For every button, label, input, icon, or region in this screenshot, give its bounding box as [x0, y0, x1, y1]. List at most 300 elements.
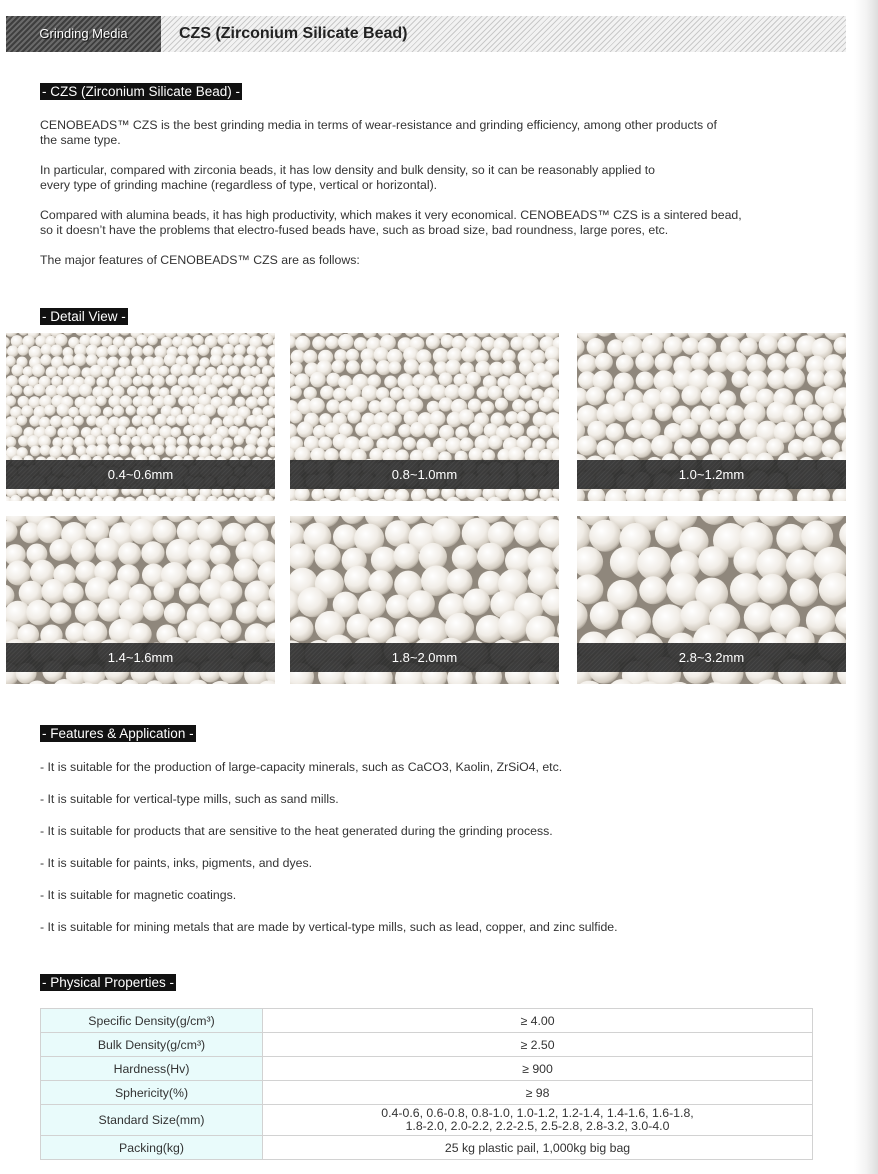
bead-shape — [127, 386, 138, 397]
bead-shape — [113, 405, 124, 416]
bead-image-tile[interactable] — [290, 333, 559, 501]
bead-shape — [126, 405, 136, 415]
bead-shape — [150, 386, 161, 397]
bead-shape — [73, 353, 86, 366]
bead-shape — [386, 595, 410, 619]
bead-shape — [398, 424, 411, 437]
bead-shape — [32, 364, 45, 377]
bead-shape — [98, 598, 121, 621]
bead-shape — [379, 397, 395, 413]
bead-shape — [461, 346, 477, 362]
bead-shape — [823, 403, 842, 422]
size-line: 0.4-0.6, 0.6-0.8, 0.8-1.0, 1.0-1.2, 1.2-1.4, 1.4-1.6, 1.6-1.8, — [381, 1106, 694, 1120]
bead-shape — [86, 354, 98, 366]
bead-shape — [522, 335, 538, 351]
bead-shape — [680, 419, 698, 437]
property-label: Sphericity(%) — [41, 1081, 263, 1105]
bead-shape — [346, 360, 360, 374]
bead-shape — [179, 583, 200, 604]
bead-shape — [50, 416, 62, 428]
bead-shape — [312, 336, 326, 350]
bead-shape — [195, 366, 206, 377]
bead-shape — [725, 352, 747, 374]
intro-line: Compared with alumina beads, it has high productivity, which makes it very economical. CENOBEADS™ CZS is a sintered bead, — [40, 208, 742, 222]
bead-shape — [136, 335, 147, 346]
property-label: Specific Density(g/cm³) — [41, 1009, 263, 1033]
bead-shape — [74, 416, 84, 426]
bead-shape — [118, 542, 141, 565]
bead-shape — [577, 354, 596, 373]
bead-shape — [178, 375, 190, 387]
bead-shape — [50, 344, 62, 356]
bead-shape — [107, 345, 118, 356]
bead-shape — [718, 421, 736, 439]
bead-shape — [635, 353, 654, 372]
bead-shape — [326, 373, 340, 387]
intro-line: so it doesn’t have the problems that electro-fused beads have, such as broad size, bad roundness, large pores, etc. — [40, 223, 669, 237]
feature-item: - It is suitable for mining metals that are made by vertical-type mills, such as lead, copper, and zinc sulfide. — [40, 920, 618, 934]
bead-shape — [577, 436, 597, 456]
bead-shape — [63, 583, 84, 604]
bead-shape — [701, 386, 721, 406]
bead-shape — [255, 374, 268, 387]
bead-shape — [44, 405, 55, 416]
bead-shape — [314, 544, 340, 570]
bead-shape — [208, 598, 232, 622]
bead-shape — [439, 397, 453, 411]
bead-shape — [132, 415, 143, 426]
bead-shape — [732, 371, 749, 388]
bead-shape — [767, 353, 786, 372]
page-header — [6, 16, 846, 52]
bead-shape — [165, 445, 177, 457]
bead-shape — [488, 435, 502, 449]
bead-shape — [803, 436, 824, 457]
bead-shape — [222, 355, 234, 367]
bead-image-tile[interactable] — [6, 333, 275, 501]
bead-shape — [355, 422, 369, 436]
page-title: CZS (Zirconium Silicate Bead) — [179, 25, 408, 42]
bead-shape — [222, 437, 233, 448]
bead-shape — [30, 446, 41, 457]
bead-shape — [50, 602, 72, 624]
bead-shape — [374, 347, 389, 362]
bead-shape — [700, 419, 720, 439]
bead-shape — [477, 386, 490, 399]
bead-shape — [637, 547, 670, 580]
bead-shape — [7, 345, 19, 357]
bead-shape — [120, 435, 131, 446]
table-row — [41, 1136, 813, 1160]
bead-shape — [211, 446, 222, 457]
bead-shape — [595, 353, 613, 371]
bead-shape — [176, 445, 188, 457]
bead-shape — [17, 415, 28, 426]
bead-shape — [192, 335, 203, 346]
bead-shape — [75, 600, 99, 624]
bead-shape — [463, 589, 490, 616]
bead-shape — [131, 346, 143, 358]
bead-shape — [338, 334, 354, 350]
bead-shape — [682, 338, 699, 355]
property-value — [263, 1105, 813, 1136]
section-title-physical: - Physical Properties - — [42, 975, 175, 990]
bead-shape — [490, 347, 503, 360]
bead-shape — [141, 541, 164, 564]
bead-shape — [309, 398, 325, 414]
bead-shape — [200, 436, 211, 447]
feature-item: - It is suitable for the production of large-capacity minerals, such as CaCO3, Kaolin, ZrSiO4, etc. — [40, 760, 563, 774]
bead-shape — [131, 436, 142, 447]
bead-shape — [347, 614, 372, 639]
bead-shape — [447, 569, 473, 595]
bead-shape — [346, 349, 359, 362]
bead-shape — [120, 375, 132, 387]
bead-shape — [178, 345, 189, 356]
bead-shape — [166, 415, 177, 426]
bead-shape — [519, 385, 533, 399]
intro-line: CENOBEADS™ CZS is the best grinding media in terms of wear-resistance and grinding efficiency, among other products of — [40, 118, 717, 132]
tile-caption: 1.0~1.2mm — [577, 460, 846, 489]
bead-shape — [164, 603, 185, 624]
bead-shape — [501, 361, 516, 376]
bead-shape — [257, 396, 268, 407]
bead-shape — [57, 404, 70, 417]
bead-shape — [228, 386, 239, 397]
bead-shape — [778, 336, 795, 353]
bead-shape — [18, 344, 29, 355]
bead-shape — [256, 346, 268, 358]
bead-shape — [177, 436, 188, 447]
bead-shape — [757, 574, 787, 604]
bead-shape — [655, 403, 673, 421]
bead-shape — [664, 336, 684, 356]
bead-shape — [510, 423, 525, 438]
bead-shape — [710, 404, 728, 422]
intro-line: The major features of CENOBEADS™ CZS are as follows: — [40, 253, 360, 267]
bead-shape — [118, 445, 130, 457]
feature-item: - It is suitable for vertical-type mills, such as sand mills. — [40, 792, 339, 806]
table-row — [41, 1009, 813, 1033]
bead-shape — [244, 355, 256, 367]
bead-shape — [193, 424, 205, 436]
bead-shape — [95, 538, 120, 563]
bead-shape — [674, 438, 692, 456]
bead-shape — [86, 415, 97, 426]
bead-shape — [234, 435, 244, 445]
bead-shape — [23, 386, 34, 397]
table-row — [41, 1105, 813, 1136]
bead-shape — [154, 414, 167, 427]
bead-shape — [11, 385, 22, 396]
intro-paragraph-1 — [40, 118, 810, 148]
bead-shape — [639, 576, 667, 604]
bead-shape — [152, 520, 176, 544]
bead-shape — [698, 546, 728, 576]
bead-shape — [610, 547, 641, 578]
bead-shape — [181, 364, 194, 377]
bead-shape — [96, 396, 107, 407]
bead-shape — [57, 427, 68, 438]
bead-shape — [262, 334, 273, 345]
bead-shape — [244, 444, 257, 457]
bead-shape — [691, 438, 709, 456]
bead-shape — [393, 543, 419, 569]
bead-shape — [651, 435, 673, 457]
bead-shape — [11, 364, 23, 376]
bead-image-tile[interactable] — [6, 516, 275, 684]
bead-shape — [459, 409, 475, 425]
bead-shape — [154, 581, 175, 602]
bead-shape — [233, 415, 244, 426]
bead-shape — [223, 415, 235, 427]
bead-shape — [477, 543, 505, 571]
table-row — [41, 1081, 813, 1105]
bead-shape — [690, 352, 709, 371]
tile-caption: 0.8~1.0mm — [290, 460, 559, 489]
bead-shape — [290, 362, 303, 375]
bead-shape — [636, 371, 654, 389]
bead-shape — [539, 396, 555, 412]
bead-shape — [531, 350, 546, 365]
bead-shape — [525, 400, 538, 413]
bead-shape — [178, 395, 189, 406]
bead-shape — [222, 344, 234, 356]
feature-item: - It is suitable for products that are sensitive to the heat generated during the grinding process. — [40, 824, 553, 838]
bead-shape — [426, 335, 440, 349]
bead-shape — [385, 520, 411, 546]
bead-shape — [96, 346, 108, 358]
bead-shape — [407, 590, 435, 618]
bead-shape — [29, 415, 40, 426]
feature-item: - It is suitable for magnetic coatings. — [40, 888, 237, 902]
bead-shape — [102, 366, 114, 378]
bead-shape — [63, 354, 74, 365]
tile-caption: 0.4~0.6mm — [6, 460, 275, 489]
bead-shape — [616, 355, 634, 373]
bead-shape — [204, 404, 217, 417]
bead-shape — [40, 445, 51, 456]
bead-shape — [255, 415, 268, 428]
bead-shape — [223, 375, 233, 385]
bead-shape — [537, 371, 553, 387]
bead-shape — [187, 559, 211, 583]
bead-shape — [469, 422, 484, 437]
tile-caption: 2.8~3.2mm — [577, 643, 846, 672]
bead-shape — [90, 406, 101, 417]
bead-shape — [49, 539, 71, 561]
bead-shape — [142, 375, 153, 386]
bead-shape — [189, 446, 201, 458]
bead-shape — [33, 384, 45, 396]
bead-shape — [632, 438, 652, 458]
bead-shape — [439, 372, 453, 386]
intro-paragraph-3 — [40, 208, 810, 238]
bead-shape — [10, 425, 22, 437]
table-row — [41, 1033, 813, 1057]
intro-paragraph-2 — [40, 163, 810, 193]
bead-shape — [198, 345, 210, 357]
bead-shape — [178, 620, 199, 641]
bead-shape — [344, 566, 371, 593]
bead-shape — [143, 600, 164, 621]
bead-shape — [241, 385, 252, 396]
bead-shape — [458, 384, 474, 400]
bead-shape — [235, 397, 246, 408]
bead-shape — [539, 425, 553, 439]
bead-shape — [40, 354, 51, 365]
physical-properties-table — [40, 1008, 813, 1160]
bead-shape — [90, 365, 103, 378]
bead-shape — [431, 518, 460, 547]
bead-shape — [740, 338, 758, 356]
bead-shape — [607, 339, 624, 356]
bead-shape — [381, 422, 395, 436]
property-label: Standard Size(mm) — [41, 1105, 263, 1136]
bead-shape — [452, 545, 478, 571]
bead-shape — [498, 611, 529, 642]
section-title-features: - Features & Application - — [42, 726, 194, 741]
bead-shape — [130, 519, 156, 545]
bead-shape — [495, 398, 508, 411]
bead-shape — [388, 361, 401, 374]
section-title-detail: - Detail View - — [42, 309, 126, 324]
bead-shape — [740, 386, 759, 405]
bead-shape — [67, 426, 79, 438]
bead-shape — [744, 602, 774, 632]
bead-shape — [228, 365, 239, 376]
bead-shape — [371, 547, 397, 573]
bead-shape — [655, 353, 673, 371]
bead-shape — [759, 335, 778, 354]
bead-shape — [403, 437, 416, 450]
property-value: ≥ 4.00 — [263, 1009, 813, 1033]
bead-shape — [256, 446, 267, 457]
bead-shape — [141, 434, 154, 447]
bead-shape — [56, 385, 68, 397]
bead-shape — [71, 539, 95, 563]
bead-shape — [166, 375, 178, 387]
bead-shape — [234, 344, 246, 356]
bead-shape — [79, 384, 92, 397]
bead-shape — [390, 387, 403, 400]
bead-shape — [217, 365, 228, 376]
bead-shape — [116, 425, 127, 436]
size-line: 1.8-2.0, 2.0-2.2, 2.2-2.5, 2.5-2.8, 2.8-3.2, 3.0-4.0 — [405, 1119, 670, 1133]
bead-shape — [361, 359, 377, 375]
bead-shape — [613, 401, 635, 423]
property-label: Hardness(Hv) — [41, 1057, 263, 1081]
bead-shape — [795, 421, 812, 438]
page-edge-shadow — [854, 0, 878, 1174]
bead-shape — [409, 398, 423, 412]
property-value: 25 kg plastic pail, 1,000kg big bag — [263, 1136, 813, 1160]
bead-shape — [404, 359, 419, 374]
bead-shape — [681, 385, 701, 405]
bead-shape — [514, 520, 541, 547]
property-value: ≥ 900 — [263, 1057, 813, 1081]
section-title-intro: - CZS (Zirconium Silicate Bead) - — [42, 84, 241, 99]
bead-shape — [210, 545, 231, 566]
bead-shape — [68, 384, 81, 397]
bead-shape — [297, 421, 313, 437]
intro-line: every type of grinding machine (regardless of type, vertical or horizontal). — [40, 178, 438, 192]
bead-shape — [26, 600, 52, 626]
bead-shape — [347, 410, 361, 424]
intro-line: the same type. — [40, 133, 121, 147]
bead-shape — [118, 346, 130, 358]
property-label: Bulk Density(g/cm³) — [41, 1033, 263, 1057]
bead-shape — [96, 376, 107, 387]
bead-shape — [233, 354, 245, 366]
bead-shape — [220, 620, 241, 641]
bead-shape — [790, 578, 818, 606]
bead-image-tile[interactable] — [577, 333, 846, 501]
tile-caption: 1.4~1.6mm — [6, 643, 275, 672]
bead-shape — [606, 423, 624, 441]
bead-shape — [326, 336, 339, 349]
bead-shape — [57, 366, 69, 378]
bead-shape — [41, 579, 66, 604]
bead-shape — [210, 434, 223, 447]
property-value: ≥ 98 — [263, 1081, 813, 1105]
bead-shape — [152, 375, 165, 388]
bead-shape — [425, 424, 439, 438]
bead-shape — [332, 360, 345, 373]
intro-paragraph-4 — [40, 253, 810, 268]
bead-shape — [247, 345, 258, 356]
intro-line: In particular, compared with zirconia beads, it has low density and bulk density, so it can be reasonably applied to — [40, 163, 655, 177]
bead-shape — [61, 445, 73, 457]
bead-shape — [143, 345, 154, 356]
bead-shape — [320, 386, 334, 400]
tile-caption: 1.8~2.0mm — [290, 643, 559, 672]
bead-image-tile[interactable] — [290, 516, 559, 684]
table-row — [41, 1057, 813, 1081]
bead-shape — [264, 386, 275, 397]
bead-shape — [68, 365, 81, 378]
category-tab[interactable]: Grinding Media — [6, 16, 161, 52]
bead-shape — [326, 399, 340, 413]
bead-shape — [303, 350, 317, 364]
bead-shape — [655, 520, 683, 548]
bead-shape — [291, 350, 305, 364]
bead-shape — [171, 427, 182, 438]
bead-shape — [310, 372, 326, 388]
bead-shape — [147, 335, 158, 346]
bead-shape — [236, 601, 258, 623]
bead-shape — [410, 422, 425, 437]
property-label: Packing(kg) — [41, 1136, 263, 1160]
bead-shape — [783, 368, 805, 390]
bead-shape — [776, 524, 805, 553]
bead-shape — [159, 366, 170, 377]
bead-shape — [147, 405, 158, 416]
bead-shape — [807, 370, 825, 388]
bead-shape — [589, 520, 621, 552]
bead-shape — [333, 388, 347, 402]
bead-shape — [512, 399, 526, 413]
bead-image-tile[interactable] — [577, 516, 846, 684]
bead-shape — [189, 435, 200, 446]
bead-shape — [119, 357, 130, 368]
bead-shape — [813, 420, 831, 438]
bead-shape — [103, 407, 113, 417]
bead-shape — [133, 376, 144, 387]
bead-shape — [786, 550, 817, 581]
bead-shape — [183, 425, 194, 436]
bead-shape — [455, 426, 468, 439]
